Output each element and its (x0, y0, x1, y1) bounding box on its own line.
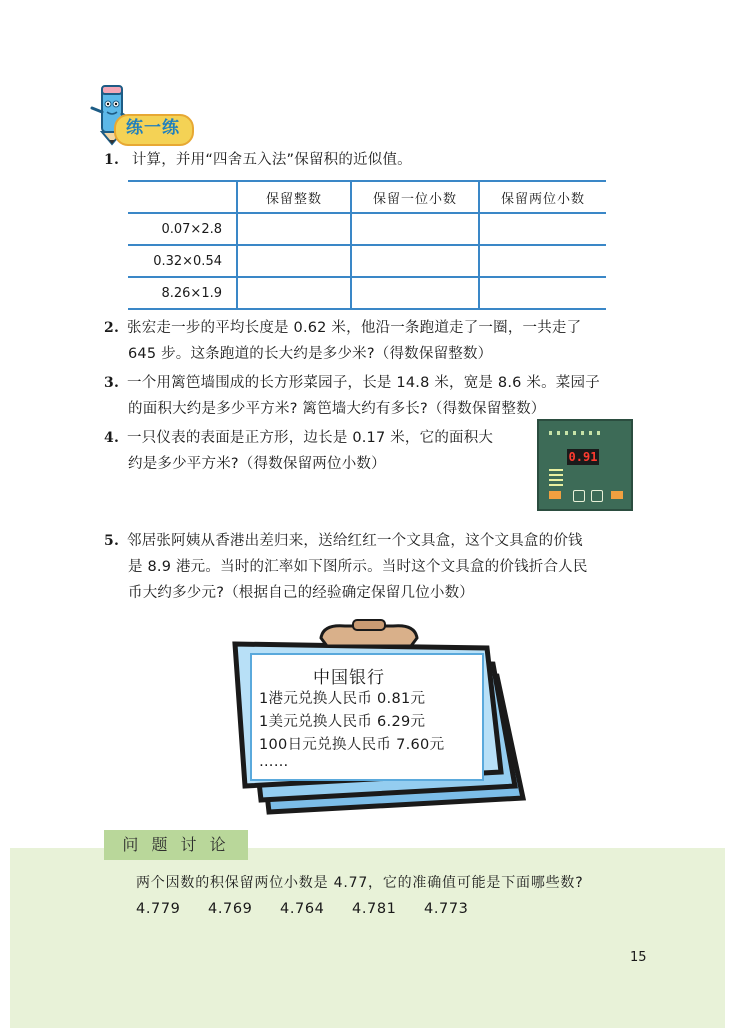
table-cell-answer[interactable] (479, 213, 606, 245)
table-cell-answer[interactable] (351, 277, 479, 309)
table-header-cell: 保留一位小数 (351, 181, 479, 213)
question-text: 是 8.9 港元。当时的汇率如下图所示。当时这个文具盒的价钱折合人民 (128, 559, 588, 575)
bank-rate-sign (205, 618, 535, 828)
table-row (128, 245, 606, 277)
question-number: 4. (104, 430, 120, 446)
question-text: 一个用篱笆墙围成的长方形菜园子，长是 14.8 米，宽是 8.6 米。菜园子 (127, 375, 600, 391)
sign-rate-line: …… (259, 754, 289, 770)
table-cell-answer[interactable] (237, 213, 351, 245)
question-number: 5. (104, 533, 120, 549)
meter-button-left (549, 491, 561, 499)
table-row (128, 213, 606, 245)
question-text: 的面积大约是多少平方米? 篱笆墙大约有多长?（得数保留整数） (128, 401, 546, 417)
table-header-cell (128, 181, 237, 213)
minus-button-icon (573, 490, 585, 502)
question-2 (104, 315, 644, 367)
table-header-cell: 保留两位小数 (479, 181, 606, 213)
meter-display: 0.91 (568, 450, 598, 464)
table-cell-expression: 0.07×2.8 (128, 213, 237, 245)
section-header (88, 82, 198, 146)
question-1 (104, 147, 412, 173)
option-value: 4.764 (280, 901, 325, 917)
question-text: 计算，并用“四舍五入法”保留积的近似值。 (131, 152, 412, 168)
option-value: 4.781 (352, 901, 397, 917)
meter-leds (549, 431, 605, 435)
question-number: 1. (104, 152, 120, 168)
discussion-question: 两个因数的积保留两位小数是 4.77，它的准确值可能是下面哪些数? (136, 875, 584, 891)
plus-button-icon (591, 490, 603, 502)
table-cell-answer[interactable] (351, 245, 479, 277)
question-text: 一只仪表的表面是正方形，边长是 0.17 米，它的面积大 (127, 430, 494, 446)
table-header-cell: 保留整数 (237, 181, 351, 213)
sign-title: 中国银行 (313, 668, 385, 688)
question-number: 2. (104, 320, 120, 336)
question-text: 张宏走一步的平均长度是 0.62 米，他沿一条跑道走了一圈，一共走了 (127, 320, 582, 336)
option-value: 4.769 (208, 901, 253, 917)
discussion-title-tab (104, 830, 248, 860)
question-text: 645 步。这条跑道的长大约是多少米?（得数保留整数） (128, 346, 493, 362)
question-text: 邻居张阿姨从香港出差归来，送给红红一个文具盒，这个文具盒的价钱 (127, 533, 583, 549)
table-cell-answer[interactable] (479, 277, 606, 309)
question-3 (104, 370, 644, 422)
page-number: 15 (630, 950, 647, 965)
table-cell-expression: 0.32×0.54 (128, 245, 237, 277)
discussion-title: 问 题 讨 论 (122, 835, 230, 854)
question-text: 币大约多少元?（根据自己的经验确定保留几位小数） (128, 585, 474, 601)
question-number: 3. (104, 375, 120, 391)
option-value: 4.779 (136, 901, 181, 917)
sign-rate-line: 100日元兑换人民币 7.60元 (259, 737, 445, 753)
table-cell-answer[interactable] (479, 245, 606, 277)
section-title: 练一练 (126, 118, 180, 138)
discussion-options (136, 901, 496, 917)
question-text: 约是多少平方米?（得数保留两位小数） (128, 456, 386, 472)
sign-rate-line: 1美元兑换人民币 6.29元 (259, 714, 426, 730)
question-4 (104, 425, 534, 477)
table-cell-expression: 8.26×1.9 (128, 277, 237, 309)
question-5 (104, 528, 644, 606)
sign-rate-line: 1港元兑换人民币 0.81元 (259, 691, 426, 707)
meter-indicators (549, 469, 563, 489)
table-header-row (128, 181, 606, 213)
table-cell-answer[interactable] (237, 245, 351, 277)
table-cell-answer[interactable] (351, 213, 479, 245)
table-cell-answer[interactable] (237, 277, 351, 309)
meter-button-right (611, 491, 623, 499)
meter-image (537, 419, 633, 511)
approximation-table (128, 180, 606, 310)
option-value: 4.773 (424, 901, 469, 917)
table-row (128, 277, 606, 309)
